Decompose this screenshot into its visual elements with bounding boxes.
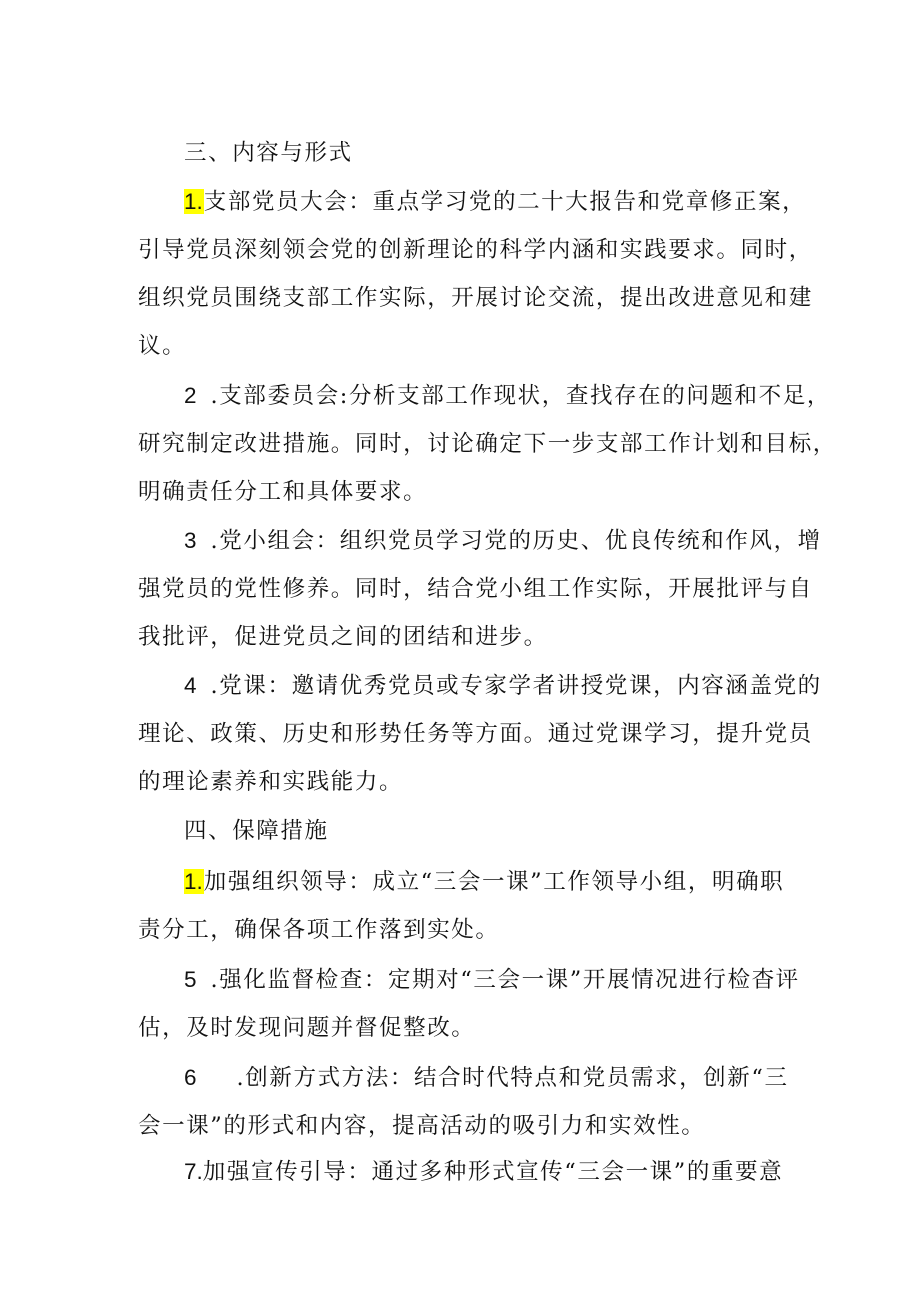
item-4-line-3: 的理论素养和实践能力。	[138, 769, 404, 795]
guarantee-1-line-1: 1.加强组织领导：成立“三会一课”工作领导小组，明确职	[184, 869, 785, 895]
guarantee-5-line-2: 估，及时发现问题并督促整改。	[138, 1015, 476, 1041]
item-4-line-2: 理论、政策、历史和形势任务等方面。通过党课学习，提升党员	[138, 721, 813, 747]
guarantee-6-number: 6	[184, 1065, 197, 1090]
guarantee-5-line-1: 5 .强化监督检查：定期对“三会一课”开展情况进行检杳评	[184, 967, 800, 993]
item-2-line-3: 明确责任分工和具体要求。	[138, 479, 428, 505]
guarantee-7-number: 7.	[184, 1159, 203, 1184]
item-1-line-1: 1.支部党员大会：重点学习党的二十大报告和党章修正案，	[184, 189, 807, 215]
guarantee-1-line-2: 责分工，确保各项工作落到实处。	[138, 917, 500, 943]
item-2-line-2: 研究制定改进措施。同时，讨论确定下一步支部工作计划和目标，	[138, 431, 837, 457]
item-3-number: 3	[184, 528, 197, 553]
item-2-number: 2	[184, 383, 197, 408]
guarantee-5-number: 5	[184, 967, 197, 992]
guarantee-1-number: 1.	[184, 869, 203, 894]
item-3-line-3: 我批评，促进党员之间的团结和进步。	[138, 624, 548, 650]
item-1-number: 1.	[184, 189, 203, 214]
section-heading-3: 三、内容与形式	[184, 140, 353, 166]
item-2-line-1: 2 .支部委员会:分析支部工作现状，查找存在的问题和不足，	[184, 383, 831, 409]
guarantee-7-line-1: 7.加强宣传引导：通过多种形式宣传“三会一课”的重要意	[184, 1159, 784, 1185]
item-4-line-1: 4 .党课：邀请优秀党员或专家学者讲授党课，内容涵盖党的	[184, 673, 822, 699]
item-4-number: 4	[184, 673, 197, 698]
item-1-line-3: 组织党员围绕支部工作实际，开展讨论交流，提出改进意见和建	[138, 285, 813, 311]
item-3-line-2: 强党员的党性修养。同时，结合党小组工作实际，开展批评与自	[138, 576, 813, 602]
guarantee-6-line-1: 6 .创新方式方法：结合时代特点和党员需求，创新“三	[184, 1065, 789, 1091]
section-heading-4: 四、保障措施	[184, 818, 329, 844]
item-1-line-4: 议。	[138, 333, 187, 359]
guarantee-6-line-2: 会一课”的形式和内容，提高活动的吸引力和实效性。	[138, 1113, 706, 1139]
item-1-line-2: 引导党员深刻领会党的创新理论的科学内涵和实践要求。同时，	[138, 237, 813, 263]
item-3-line-1: 3 .党小组会：组织党员学习党的历史、优良传统和作风，增	[184, 528, 822, 554]
